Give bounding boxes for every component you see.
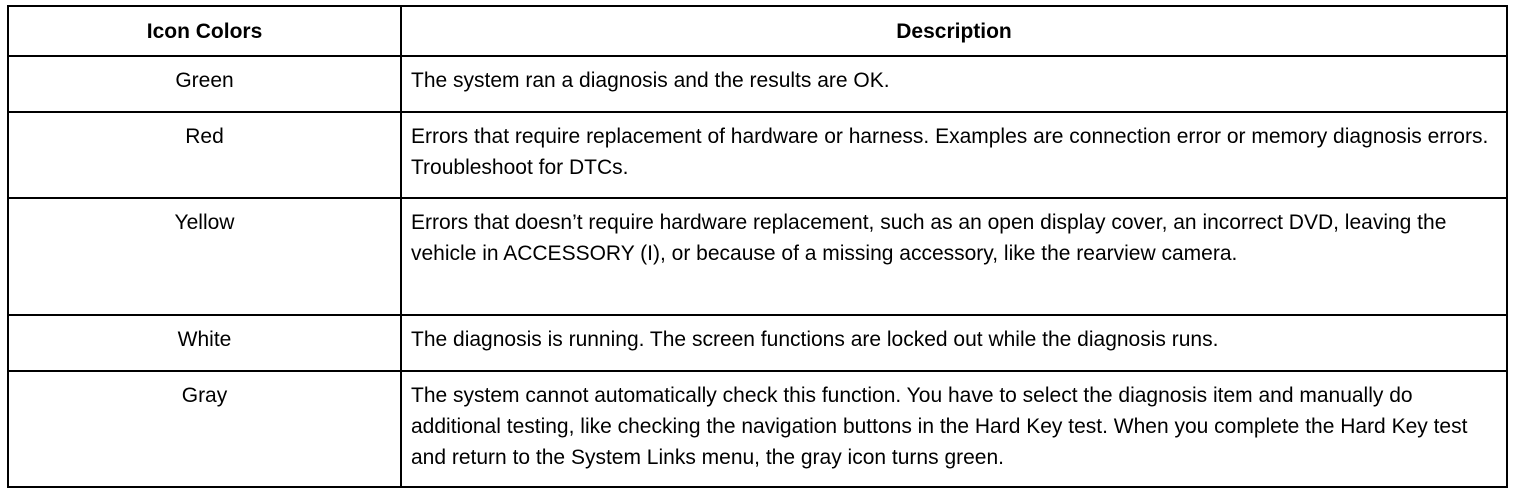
table-row-red (8, 112, 1507, 198)
icon-color-cell: Red (8, 112, 401, 198)
table-header-row (8, 6, 1507, 56)
column-header-description: Description (401, 6, 1507, 56)
icon-color-cell: Gray (8, 371, 401, 487)
table-row-white (8, 315, 1507, 371)
description-cell: The diagnosis is running. The screen functions are locked out while the diagnosis runs. (401, 315, 1507, 371)
description-cell: Errors that doesn’t require hardware replacement, such as an open display cover, an incorrect DVD, leaving the vehicle in ACCESSORY (I), or because of a missing accessory, like the rearview camera. (401, 198, 1507, 315)
description-cell: Errors that require replacement of hardware or harness. Examples are connection error or memory diagnosis errors. Troubleshoot for DTCs. (401, 112, 1507, 198)
icon-colors-table (7, 5, 1508, 488)
icon-color-cell: Green (8, 56, 401, 112)
description-cell: The system ran a diagnosis and the results are OK. (401, 56, 1507, 112)
column-header-icon-colors: Icon Colors (8, 6, 401, 56)
icon-color-cell: White (8, 315, 401, 371)
table-row-green (8, 56, 1507, 112)
table-row-gray (8, 371, 1507, 487)
table-row-yellow (8, 198, 1507, 315)
description-cell: The system cannot automatically check this function. You have to select the diagnosis item and manually do additional testing, like checking the navigation buttons in the Hard Key test. When you complete the Hard Key test and return to the System Links menu, the gray icon turns green. (401, 371, 1507, 487)
icon-color-cell: Yellow (8, 198, 401, 315)
